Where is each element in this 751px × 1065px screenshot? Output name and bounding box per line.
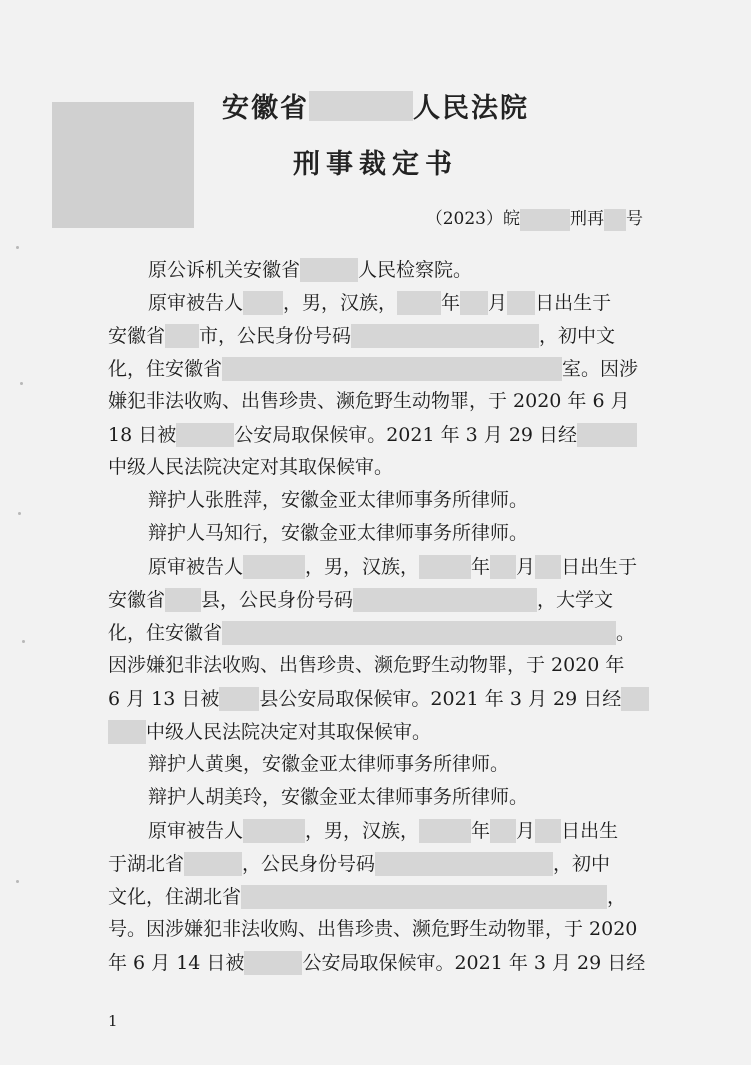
redaction xyxy=(244,951,302,975)
redaction xyxy=(243,819,305,843)
text-line: 因涉嫌犯非法收购、出售珍贵、濒危野生动物罪，于 2020 年 xyxy=(108,654,625,676)
redaction xyxy=(243,291,283,315)
page-number: 1 xyxy=(108,1012,118,1030)
redaction xyxy=(375,852,553,876)
text-line: 安徽省 市，公民身份号码 ，初中文 xyxy=(108,325,616,347)
redaction xyxy=(397,291,441,315)
text-line: 文化，住湖北省 ， xyxy=(108,886,627,908)
text-line: 于湖北省 ，公民身份号码 ，初中 xyxy=(108,853,611,875)
redaction xyxy=(222,357,562,381)
redaction xyxy=(535,555,561,579)
redaction xyxy=(165,588,201,612)
redaction xyxy=(507,291,535,315)
redaction xyxy=(604,209,626,231)
text-line: 原审被告人 ，男，汉族， 年 月 日出生于 xyxy=(148,292,612,314)
redaction xyxy=(351,324,539,348)
text-line: 安徽省 县，公民身份号码 ，大学文 xyxy=(108,589,614,611)
scan-speck xyxy=(22,640,25,643)
text-line: 年 6 月 14 日被 公安局取保候审。2021 年 3 月 29 日经 xyxy=(108,952,646,974)
text-line: 辩护人马知行，安徽金亚太律师事务所律师。 xyxy=(148,522,529,544)
scan-speck xyxy=(20,382,23,385)
document-title: 刑事裁定书 xyxy=(293,149,458,180)
scan-speck xyxy=(16,246,19,249)
case-number: （2023）皖 刑再 号 xyxy=(425,209,643,229)
redaction xyxy=(243,555,305,579)
redaction xyxy=(490,555,516,579)
text-line: 嫌犯非法收购、出售珍贵、濒危野生动物罪，于 2020 年 6 月 xyxy=(108,390,630,412)
text-line: 原公诉机关安徽省 人民检察院。 xyxy=(148,259,473,281)
redaction xyxy=(490,819,516,843)
redaction xyxy=(165,324,199,348)
redaction xyxy=(419,555,471,579)
text-line: 辩护人黄奥，安徽金亚太律师事务所律师。 xyxy=(148,753,510,775)
redaction xyxy=(241,885,607,909)
redaction xyxy=(184,852,242,876)
court-name: 安徽省 人民法院 xyxy=(0,86,751,125)
redaction xyxy=(353,588,537,612)
redaction xyxy=(621,687,649,711)
text-line: 6 月 13 日被 县公安局取保候审。2021 年 3 月 29 日经 xyxy=(108,687,649,711)
redaction xyxy=(520,209,570,231)
redaction xyxy=(419,819,471,843)
scan-speck xyxy=(18,512,21,515)
text-line: 化，住安徽省 室。因涉 xyxy=(108,358,639,380)
text-line: 原审被告人 ，男，汉族， 年 月 日出生于 xyxy=(148,556,638,578)
redaction xyxy=(309,91,413,121)
redaction xyxy=(219,687,259,711)
text-line: 原审被告人 ，男，汉族， 年 月 日出生 xyxy=(148,820,619,842)
text-line: 中级人民法院决定对其取保候审。 xyxy=(108,456,394,478)
text-line: 18 日被 公安局取保候审。2021 年 3 月 29 日经 xyxy=(108,423,637,447)
redaction xyxy=(300,258,358,282)
text-line: 中级人民法院决定对其取保候审。 xyxy=(108,720,431,744)
redaction xyxy=(577,423,637,447)
redaction xyxy=(176,423,234,447)
text-line: 辩护人胡美玲，安徽金亚太律师事务所律师。 xyxy=(148,786,529,808)
redaction xyxy=(222,621,616,645)
redaction xyxy=(108,720,146,744)
text-line: 化，住安徽省 。 xyxy=(108,622,636,644)
redaction xyxy=(535,819,561,843)
scan-speck xyxy=(16,880,19,883)
redaction xyxy=(460,291,488,315)
text-line: 辩护人张胜萍，安徽金亚太律师事务所律师。 xyxy=(148,489,529,511)
text-line: 号。因涉嫌犯非法收购、出售珍贵、濒危野生动物罪，于 2020 xyxy=(108,918,638,940)
